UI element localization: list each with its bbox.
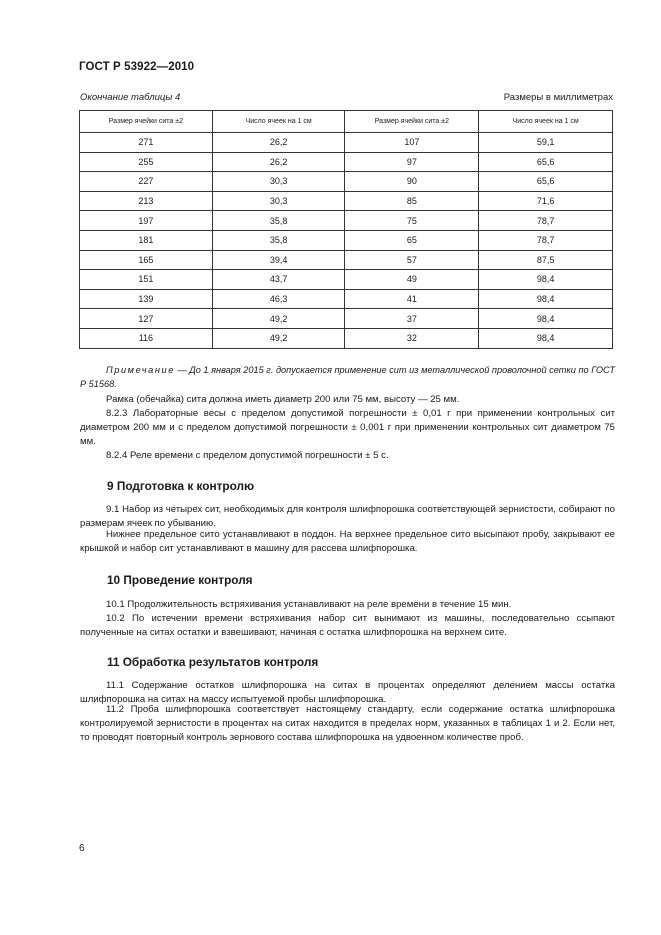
table-row [80, 211, 613, 231]
section-title: 10 Проведение контроля [107, 573, 253, 587]
document-header: ГОСТ Р 53922—2010 [79, 61, 195, 73]
table-note [80, 364, 615, 391]
table-cell: 26,2 [212, 133, 345, 153]
column-header: Число ячеек на 1 см [479, 111, 613, 133]
table-cell: 139 [80, 289, 213, 309]
table-row [80, 250, 613, 270]
table-cell: 90 [345, 172, 479, 192]
table-cell: 49,2 [212, 328, 345, 348]
table-cell: 78,7 [479, 230, 613, 250]
paragraph: 8.2.3 Лабораторные весы с пределом допустимой погрешности ± 0,01 г при применении контрольных сит диаметром 200 мм и с пределом допустимой погрешности ± 0,001 г при применении контрольных сит диаметром 75 мм. [80, 408, 615, 448]
table-row [80, 328, 613, 348]
column-header: Число ячеек на 1 см [212, 111, 345, 133]
table-row [80, 309, 613, 329]
table-cell: 75 [345, 211, 479, 231]
paragraph: 8.2.4 Реле времени с пределом допустимой погрешности ± 5 с. [106, 450, 389, 461]
table-cell: 65 [345, 230, 479, 250]
table-row [80, 289, 613, 309]
table-header-row [80, 111, 613, 133]
table-cell: 98,4 [479, 270, 613, 290]
table-cell: 116 [80, 328, 213, 348]
table-cell: 59,1 [479, 133, 613, 153]
table-cell: 37 [345, 309, 479, 329]
paragraph: Нижнее предельное сито устанавливают в поддон. На верхнее предельное сито высыпают пробу, закрывают ее крышкой и набор сит устанавливают в машину для рассева шлифпорошка. [80, 529, 615, 555]
table-cell: 41 [345, 289, 479, 309]
table-cell: 165 [80, 250, 213, 270]
table-cell: 57 [345, 250, 479, 270]
section-title: 9 Подготовка к контролю [107, 479, 255, 493]
table-cell: 65,6 [479, 152, 613, 172]
column-header: Размер ячейки сита ±2 [80, 111, 213, 133]
table-cell: 85 [345, 191, 479, 211]
column-header: Размер ячейки сита ±2 [345, 111, 479, 133]
table-cell: 49,2 [212, 309, 345, 329]
paragraph: Рамка (обечайка) сита должна иметь диаметр 200 или 75 мм, высоту — 25 мм. [106, 394, 460, 405]
table-row [80, 172, 613, 192]
table-row [80, 191, 613, 211]
table-cell: 255 [80, 152, 213, 172]
table-cell: 39,4 [212, 250, 345, 270]
table-row [80, 230, 613, 250]
paragraph: 9.1 Набор из четырех сит, необходимых для контроля шлифпорошка соответствующей зернистости, собирают по размерам ячеек по убыванию. [80, 504, 615, 530]
table-cell: 26,2 [212, 152, 345, 172]
table-cell: 181 [80, 230, 213, 250]
table-cell: 35,8 [212, 211, 345, 231]
paragraph: 10.1 Продолжительность встряхивания устанавливают на реле времени в течение 15 мин. [106, 599, 512, 610]
table-cell: 65,6 [479, 172, 613, 192]
table-cell: 97 [345, 152, 479, 172]
table-cell: 78,7 [479, 211, 613, 231]
note-text: — До 1 января 2015 г. допускается применение сит из металлической проволочной сетки по ГОСТ Р 51568. [80, 365, 615, 389]
note-label: Примечание [106, 365, 175, 375]
table-caption: Окончание таблицы 4 [80, 92, 181, 103]
paragraph: 10.2 По истечении времени встряхивания набор сит вынимают из машины, последовательно ссыпают полученные на ситах остатки и взвешивают, начиная с остатка шлифпорошка на верхнем сите. [80, 613, 615, 639]
table-cell: 32 [345, 328, 479, 348]
table-cell: 98,4 [479, 328, 613, 348]
table-row [80, 133, 613, 153]
table-cell: 35,8 [212, 230, 345, 250]
table-cell: 107 [345, 133, 479, 153]
table-cell: 197 [80, 211, 213, 231]
table-row [80, 270, 613, 290]
table-cell: 213 [80, 191, 213, 211]
sieve-table [79, 110, 613, 349]
table-cell: 71,6 [479, 191, 613, 211]
table-units: Размеры в миллиметрах [503, 92, 613, 103]
table-cell: 30,3 [212, 172, 345, 192]
table-cell: 227 [80, 172, 213, 192]
table-cell: 87,5 [479, 250, 613, 270]
table-cell: 127 [80, 309, 213, 329]
table-row [80, 152, 613, 172]
page-number: 6 [79, 843, 85, 854]
table-cell: 98,4 [479, 309, 613, 329]
paragraph: 11.2 Проба шлифпорошка соответствует настоящему стандарту, если содержание остатка шлифпорошка контролируемой зернистости в процентах на ситах находится в пределах норм, указанных в таблицах 1 и 2. Если нет, то проводят повторный контроль зернового состава шлифпорошка на удвоенном количестве проб. [80, 704, 615, 744]
paragraph: 11.1 Содержание остатков шлифпорошка на ситах в процентах определяют делением массы остатка шлифпорошка на ситах на массу испытуемой пробы шлифпорошка. [80, 680, 615, 706]
table-cell: 49 [345, 270, 479, 290]
section-title: 11 Обработка результатов контроля [107, 655, 319, 669]
table-cell: 98,4 [479, 289, 613, 309]
table-cell: 271 [80, 133, 213, 153]
table-cell: 30,3 [212, 191, 345, 211]
table-cell: 46,3 [212, 289, 345, 309]
table-cell: 43,7 [212, 270, 345, 290]
table-cell: 151 [80, 270, 213, 290]
